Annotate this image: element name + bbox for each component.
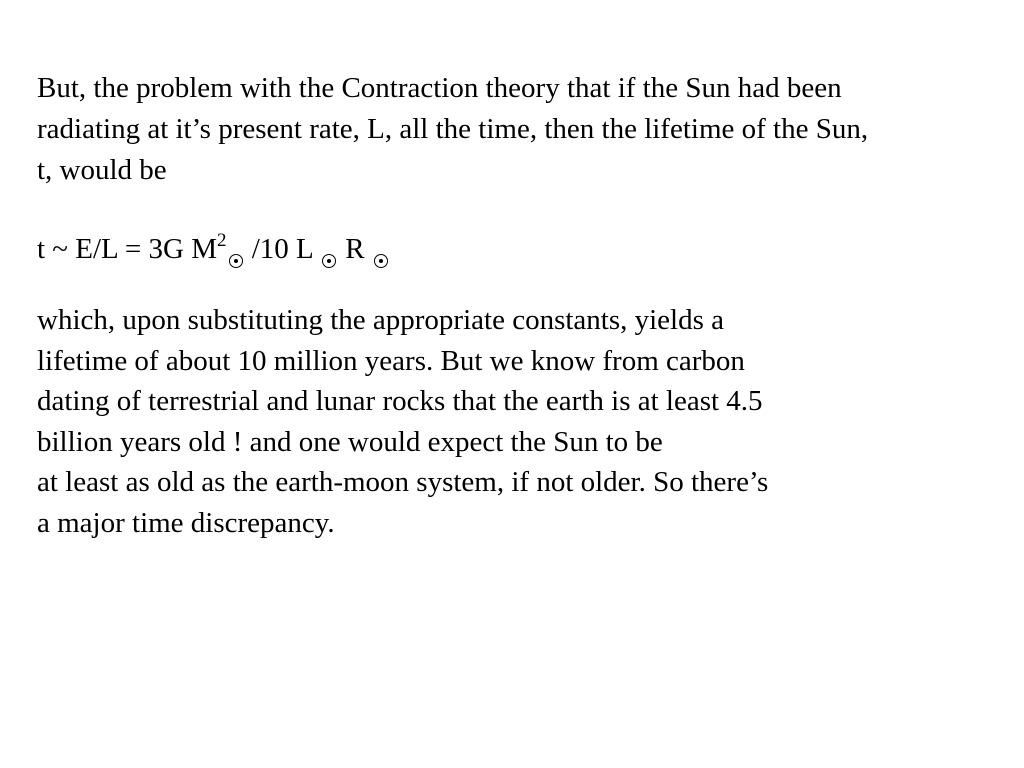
intro-paragraph: [37, 68, 1022, 191]
sun-symbol-icon: [322, 254, 336, 268]
text-line: billion years old ! and one would expect the Sun to be: [37, 425, 663, 458]
text-line: at least as old as the earth-moon system, if not older. So there’s: [37, 466, 769, 498]
sun-symbol-icon: [229, 254, 243, 268]
text-line: dating of terrestrial and lunar rocks that the earth is at least 4.5: [37, 385, 763, 417]
text-line: radiating at it’s present rate, L, all the time, then the lifetime of the Sun,: [37, 113, 869, 145]
formula-part2: /10 L: [244, 233, 320, 265]
formula-exponent: 2: [217, 230, 227, 251]
conclusion-paragraph: [37, 300, 768, 543]
lifetime-formula: [37, 229, 390, 270]
sun-symbol-icon: [374, 254, 388, 268]
text-line: a major time discrepancy.: [37, 506, 335, 539]
formula-part3: R: [337, 233, 372, 265]
text-line: t, would be: [37, 154, 167, 186]
text-line: which, upon substituting the appropriate constants, yields a: [37, 304, 725, 336]
formula-part1: t ~ E/L = 3G M: [37, 233, 217, 265]
text-line: But, the problem with the Contraction theory that if the Sun had been: [37, 72, 842, 104]
text-line: lifetime of about 10 million years. But we know from carbon: [37, 344, 745, 377]
